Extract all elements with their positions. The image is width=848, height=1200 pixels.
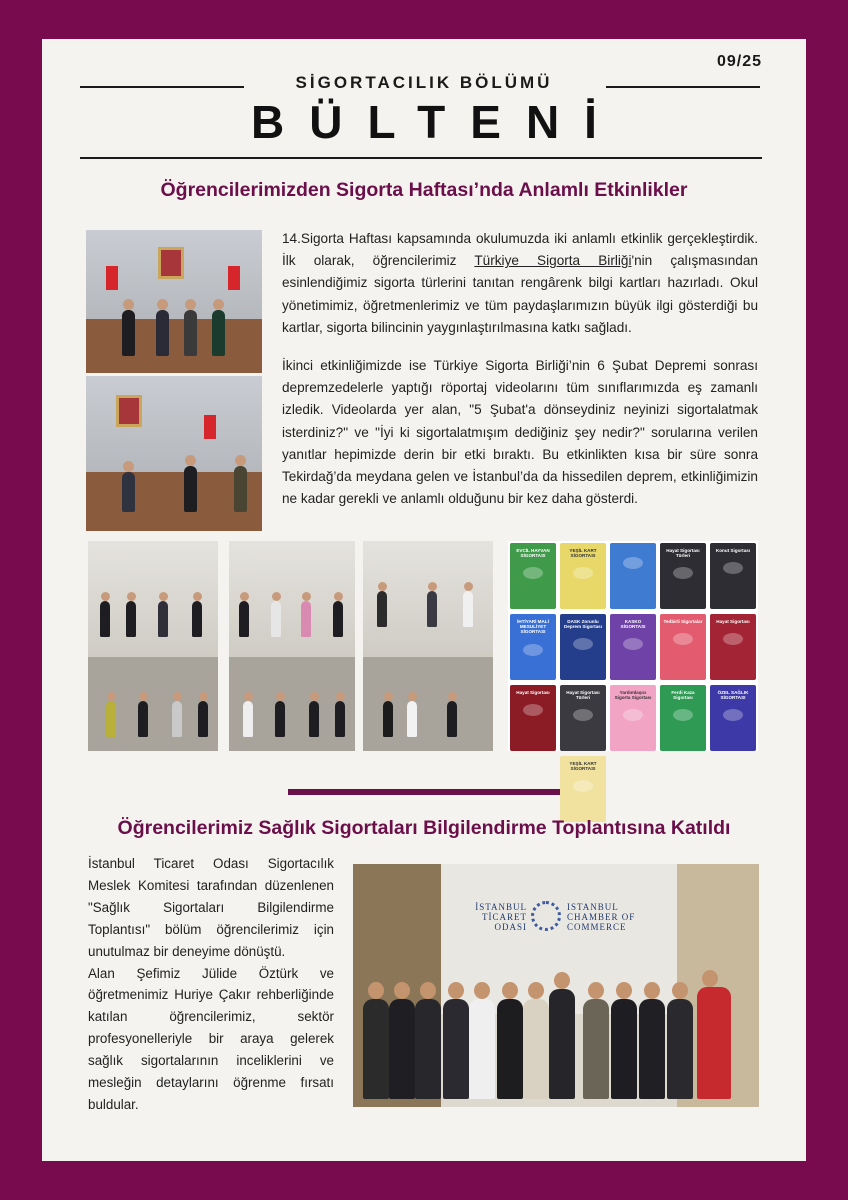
insurance-card xyxy=(610,685,656,751)
insurance-card xyxy=(510,543,556,609)
department-kicker: SİGORTACILIK BÖLÜMÜ xyxy=(295,73,553,92)
section1-body xyxy=(282,228,758,510)
section-divider xyxy=(288,789,560,795)
insurance-card xyxy=(560,543,606,609)
insurance-card xyxy=(710,685,756,751)
insurance-card xyxy=(510,685,556,751)
insurance-card-label: DASK Zorunlu Deprem Sigortası xyxy=(563,619,603,630)
section1-paragraph-1 xyxy=(282,228,758,339)
insurance-card-label: Konut Sigortası xyxy=(715,548,751,553)
insurance-card-label: Hayat Sigortası Türleri xyxy=(566,690,600,701)
insurance-card-label: ÖZEL SAĞLIK SİGORTASI xyxy=(717,690,749,701)
section2-paragraph-1: İstanbul Ticaret Odası Sigortacılık Meslek Komitesi tarafından düzenlenen "Sağlık Sigortaları Bilgilendirme Toplantısı" bölüm öğrencilerimiz için unutulmaz bir deneyime dönüştü. xyxy=(88,856,334,959)
photo-collage-3 xyxy=(363,541,493,751)
insurance-card-label: Hayat Sigortası xyxy=(716,619,750,624)
newsletter-page xyxy=(42,39,806,1161)
insurance-card-label: Hayat Sigortası xyxy=(516,690,550,695)
issue-number: 09/25 xyxy=(716,53,762,70)
photo-award-ceremony-2 xyxy=(86,376,262,531)
section2-title: Öğrencilerimiz Sağlık Sigortaları Bilgilendirme Toplantısına Katıldı xyxy=(117,817,731,839)
insurance-card-label: YEŞİL KART SİGORTASI xyxy=(569,761,597,772)
section2-paragraph-2: Alan Şefimiz Jülide Öztürk ve öğretmenimiz Huriye Çakır rehberliğinde katılan öğrencilerimiz, sektör profesyonelleriyle bir araya gelerek sağlık sigortalarının inceliklerini ve mesleğin detaylarını öğrenme fırsatı buldular. xyxy=(88,965,334,1112)
insurance-card xyxy=(660,685,706,751)
insurance-card xyxy=(660,543,706,609)
insurance-cards-grid xyxy=(508,541,758,772)
section2-body xyxy=(88,853,334,1116)
insurance-card xyxy=(610,543,656,609)
insurance-card-label: Hayat Sigortası Türleri xyxy=(666,548,700,559)
photo-collage-1 xyxy=(88,541,218,751)
insurance-card xyxy=(560,614,606,680)
insurance-card-label: Ferdi Kaza Sigortası xyxy=(671,690,695,701)
newsletter-title: BÜLTENİ xyxy=(251,96,622,148)
insurance-card xyxy=(710,614,756,680)
insurance-card-label: EVCİL HAYVAN SİGORTASI xyxy=(516,548,550,559)
insurance-card-label: YEŞİL KART SİGORTASI xyxy=(569,548,597,559)
insurance-card-label: Yardımlaşıcı Sigorta Sigortası xyxy=(614,690,652,701)
insurance-card-label: İHTİYARİ MALİ MESULİYET SİGORTASI xyxy=(517,619,549,635)
insurance-card xyxy=(610,614,656,680)
photo-group-chamber-of-commerce xyxy=(353,864,759,1107)
ito-logo-icon xyxy=(531,901,561,931)
insurance-card xyxy=(560,756,606,822)
insurance-card xyxy=(710,543,756,609)
section1-p1-text-end: 'nin çalışmasından esinlendiğimiz sigorta türlerini tanıtan rengârenk bilgi kartları hazırladı. Okul yönetimimiz, öğretmenlerimiz ve tüm paydaşlarımızın büyük ilgi gösterdiği bu kartlar, sigorta bilincinin yaygınlaştırılmasına katkı sağladı. xyxy=(282,253,758,335)
insurance-card-label: KASKO SİGORTASI xyxy=(620,619,646,630)
photo-collage-2 xyxy=(229,541,355,751)
insurance-card xyxy=(660,614,706,680)
tsb-link[interactable]: Türkiye Sigorta Birliği xyxy=(474,253,632,269)
section1-p1-text: 14.Sigorta Haftası kapsamında okulumuzda iki anlamlı etkinlik gerçekleştirdik. İlk olarak, öğrencilerimiz xyxy=(282,231,758,269)
header-rule-bottom xyxy=(80,157,762,159)
photo-award-ceremony-1 xyxy=(86,230,262,373)
insurance-card xyxy=(560,685,606,751)
insurance-card xyxy=(510,614,556,680)
section1-paragraph-2: İkinci etkinliğimizde ise Türkiye Sigorta Birliği’nin 6 Şubat Depremi sonrası depremzedelerle yaptığı röportaj videolarını tüm sınıflarımızda eş zamanlı izledik. Videolarda yer alan, "5 Şubat'a dönseydiniz neyinizi sigortalatmak isterdiniz?" ve "İyi ki sigortalatmışım dediğiniz şey nedir?" sorularına verilen yanıtlar hepimizde derin bir etki bıraktı. Bu etkinlikten kısa bir süre sonra Tekirdağ’da meydana gelen ve İstanbul’da da hissedilen deprem, etkinliğimizin ne kadar gerekli ve anlamlı olduğunu bir kez daha gösterdi. xyxy=(282,358,758,507)
header-rule-right xyxy=(606,86,760,88)
section1-title: Öğrencilerimizden Sigorta Haftası’nda Anlamlı Etkinlikler xyxy=(160,179,688,201)
insurance-card-label: Tedbirli Sigortalar xyxy=(663,619,703,624)
ito-logo-text-tr: İSTANBUL TİCARET ODASI xyxy=(475,902,527,932)
ito-logo-text-en: ISTANBUL CHAMBER OF COMMERCE xyxy=(567,902,636,932)
